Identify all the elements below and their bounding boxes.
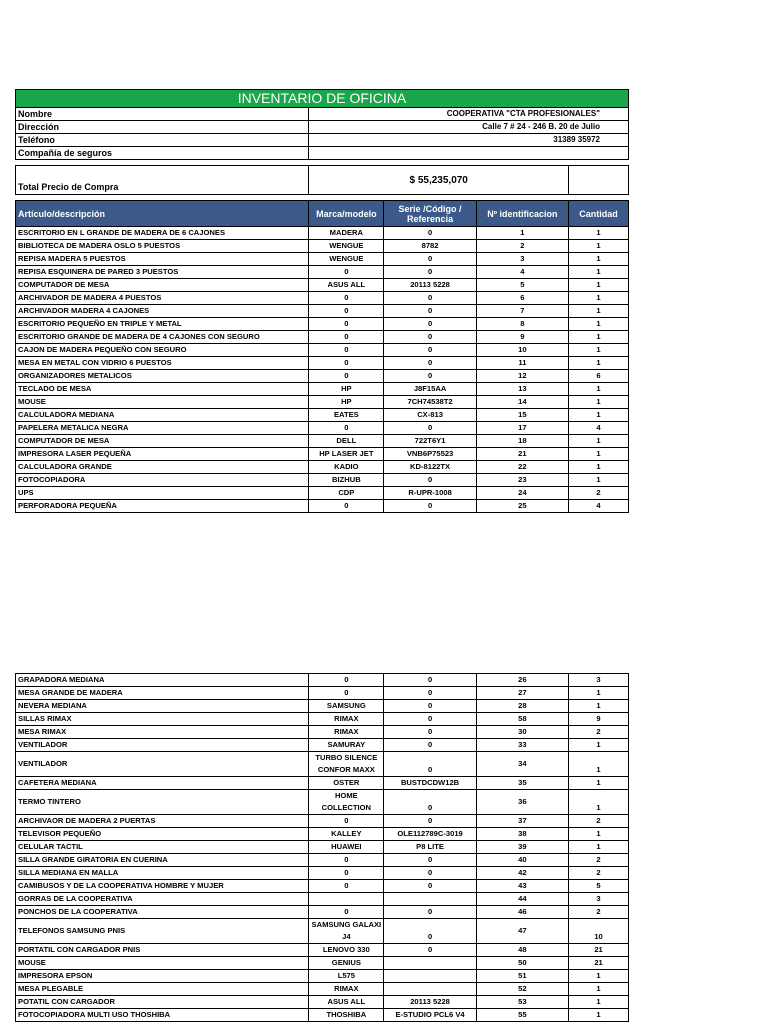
cell-cantidad: 1 [569, 253, 629, 266]
cell-serie: 0 [384, 305, 476, 318]
cell-identificacion: 24 [476, 487, 568, 500]
cell-marca: ASUS ALL [309, 279, 384, 292]
direccion-value: Calle 7 # 24 - 246 B. 20 de Julio [309, 121, 629, 134]
cell-serie: 0 [384, 474, 476, 487]
cell-serie: 0 [384, 357, 476, 370]
cell-marca: HOME COLLECTION [309, 790, 384, 815]
cell-identificacion: 11 [476, 357, 568, 370]
cell-identificacion: 22 [476, 461, 568, 474]
cell-articulo: TERMO TINTERO [16, 790, 309, 815]
cell-marca: KALLEY [309, 828, 384, 841]
cell-articulo: ESCRITORIO PEQUEÑO EN TRIPLE Y METAL [16, 318, 309, 331]
cell-marca: 0 [309, 331, 384, 344]
cell-serie: 7CH74538T2 [384, 396, 476, 409]
table-row [16, 957, 629, 970]
cell-serie: 0 [384, 854, 476, 867]
cell-serie: P8 LITE [384, 841, 476, 854]
column-header-identificacion: Nº identificacion [476, 201, 568, 227]
cell-serie: 0 [384, 500, 476, 513]
cell-marca: 0 [309, 292, 384, 305]
cell-articulo: ORGANIZADORES METALICOS [16, 370, 309, 383]
cell-marca: MADERA [309, 227, 384, 240]
cell-articulo: POTATIL CON CARGADOR [16, 996, 309, 1009]
cell-serie: 20113 5228 [384, 996, 476, 1009]
cell-marca: 0 [309, 500, 384, 513]
cell-articulo: TECLADO DE MESA [16, 383, 309, 396]
cell-articulo: MESA PLEGABLE [16, 983, 309, 996]
direccion-label: Dirección [16, 121, 309, 134]
inventory-table-top [15, 89, 629, 513]
cell-articulo: SILLA GRANDE GIRATORIA EN CUERINA [16, 854, 309, 867]
cell-identificacion: 33 [476, 739, 568, 752]
cell-identificacion: 12 [476, 370, 568, 383]
table-row [16, 305, 629, 318]
cell-cantidad: 1 [569, 700, 629, 713]
cell-identificacion: 37 [476, 815, 568, 828]
cell-serie: VNB6P75523 [384, 448, 476, 461]
cell-identificacion: 46 [476, 906, 568, 919]
cell-articulo: CAFETERA MEDIANA [16, 777, 309, 790]
cell-identificacion: 6 [476, 292, 568, 305]
cell-serie: 0 [384, 867, 476, 880]
cell-marca: SAMURAY [309, 739, 384, 752]
table-row [16, 790, 629, 815]
cell-identificacion: 50 [476, 957, 568, 970]
cell-identificacion: 30 [476, 726, 568, 739]
cell-serie: E-STUDIO PCL6 V4 [384, 1009, 476, 1022]
cell-cantidad: 1 [569, 996, 629, 1009]
cell-articulo: GORRAS DE LA COOPERATIVA [16, 893, 309, 906]
cell-cantidad: 1 [569, 357, 629, 370]
cell-marca: HUAWEI [309, 841, 384, 854]
cell-identificacion: 44 [476, 893, 568, 906]
cell-identificacion: 35 [476, 777, 568, 790]
table-row [16, 713, 629, 726]
table-row [16, 815, 629, 828]
cell-serie: 0 [384, 331, 476, 344]
cell-identificacion: 47 [476, 919, 568, 944]
cell-identificacion: 9 [476, 331, 568, 344]
column-header-articulo: Artículo/descripción [16, 201, 309, 227]
cell-cantidad: 1 [569, 292, 629, 305]
cell-articulo: GRAPADORA MEDIANA [16, 674, 309, 687]
cell-articulo: CAMIBUSOS Y DE LA COOPERATIVA HOMBRE Y MUJER [16, 880, 309, 893]
cell-articulo: MOUSE [16, 396, 309, 409]
cell-marca: 0 [309, 422, 384, 435]
cell-serie [384, 957, 476, 970]
inventory-table-bottom [15, 673, 629, 1022]
cell-cantidad: 1 [569, 331, 629, 344]
cell-serie: 0 [384, 944, 476, 957]
table-row [16, 919, 629, 944]
cell-marca: L575 [309, 970, 384, 983]
cell-serie: 0 [384, 739, 476, 752]
cell-articulo: IMPRESORA LASER PEQUEÑA [16, 448, 309, 461]
cell-cantidad: 1 [569, 448, 629, 461]
cell-identificacion: 26 [476, 674, 568, 687]
cell-identificacion: 58 [476, 713, 568, 726]
cell-identificacion: 5 [476, 279, 568, 292]
cell-serie: 0 [384, 227, 476, 240]
cell-cantidad: 1 [569, 266, 629, 279]
cell-marca: OSTER [309, 777, 384, 790]
cell-serie [384, 983, 476, 996]
cell-articulo: ESCRITORIO EN L GRANDE DE MADERA DE 6 CAJONES [16, 227, 309, 240]
cell-identificacion: 53 [476, 996, 568, 1009]
cell-cantidad: 4 [569, 422, 629, 435]
cell-cantidad: 1 [569, 318, 629, 331]
cell-articulo: CAJON DE MADERA PEQUEÑO CON SEGURO [16, 344, 309, 357]
cell-articulo: CALCULADORA GRANDE [16, 461, 309, 474]
cell-articulo: COMPUTADOR DE MESA [16, 279, 309, 292]
cell-articulo: COMPUTADOR DE MESA [16, 435, 309, 448]
cell-articulo: FOTOCOPIADORA [16, 474, 309, 487]
cell-cantidad: 1 [569, 790, 629, 815]
cell-identificacion: 36 [476, 790, 568, 815]
cell-marca: EATES [309, 409, 384, 422]
cell-serie: 0 [384, 815, 476, 828]
cell-cantidad: 1 [569, 344, 629, 357]
cell-identificacion: 10 [476, 344, 568, 357]
cell-serie: OLE112789C-3019 [384, 828, 476, 841]
cell-serie: 20113 5228 [384, 279, 476, 292]
cell-cantidad: 1 [569, 739, 629, 752]
cell-identificacion: 40 [476, 854, 568, 867]
table-row [16, 409, 629, 422]
cell-identificacion: 15 [476, 409, 568, 422]
cell-identificacion: 34 [476, 752, 568, 777]
cell-marca: 0 [309, 305, 384, 318]
cell-articulo: REPISA ESQUINERA DE PARED 3 PUESTOS [16, 266, 309, 279]
column-header-cantidad: Cantidad [569, 201, 629, 227]
cell-cantidad: 1 [569, 227, 629, 240]
table-row [16, 500, 629, 513]
cell-cantidad: 5 [569, 880, 629, 893]
cell-identificacion: 13 [476, 383, 568, 396]
table-row [16, 841, 629, 854]
cell-marca: RIMAX [309, 726, 384, 739]
table-row [16, 700, 629, 713]
seguros-value [309, 147, 629, 160]
table-row [16, 331, 629, 344]
cell-marca: TURBO SILENCE CONFOR MAXX [309, 752, 384, 777]
cell-serie: 0 [384, 253, 476, 266]
table-row [16, 983, 629, 996]
cell-cantidad: 3 [569, 893, 629, 906]
cell-marca: THOSHIBA [309, 1009, 384, 1022]
table-row [16, 687, 629, 700]
cell-identificacion: 17 [476, 422, 568, 435]
table-row [16, 461, 629, 474]
cell-serie: 0 [384, 880, 476, 893]
cell-cantidad: 1 [569, 474, 629, 487]
cell-serie: 0 [384, 752, 476, 777]
cell-cantidad: 21 [569, 944, 629, 957]
cell-cantidad: 21 [569, 957, 629, 970]
telefono-label: Teléfono [16, 134, 309, 147]
table-row [16, 867, 629, 880]
cell-cantidad: 1 [569, 409, 629, 422]
total-value: $ 55,235,070 [309, 166, 569, 195]
table-row [16, 292, 629, 305]
cell-identificacion: 2 [476, 240, 568, 253]
table-row [16, 996, 629, 1009]
cell-marca: CDP [309, 487, 384, 500]
cell-marca: HP [309, 383, 384, 396]
cell-articulo: CELULAR TACTIL [16, 841, 309, 854]
table-row [16, 370, 629, 383]
cell-marca: BIZHUB [309, 474, 384, 487]
cell-articulo: MOUSE [16, 957, 309, 970]
cell-marca: 0 [309, 357, 384, 370]
cell-serie: 0 [384, 726, 476, 739]
cell-marca: 0 [309, 815, 384, 828]
table-row [16, 279, 629, 292]
cell-marca: DELL [309, 435, 384, 448]
cell-marca: GENIUS [309, 957, 384, 970]
cell-identificacion: 52 [476, 983, 568, 996]
cell-cantidad: 1 [569, 687, 629, 700]
table-row [16, 435, 629, 448]
cell-serie: 0 [384, 790, 476, 815]
table-row [16, 487, 629, 500]
cell-identificacion: 4 [476, 266, 568, 279]
cell-articulo: REPISA MADERA 5 PUESTOS [16, 253, 309, 266]
cell-marca: 0 [309, 906, 384, 919]
cell-cantidad: 1 [569, 777, 629, 790]
table-row [16, 448, 629, 461]
cell-articulo: BIBLIOTECA DE MADERA OSLO 5 PUESTOS [16, 240, 309, 253]
cell-serie: 8782 [384, 240, 476, 253]
page-title: INVENTARIO DE OFICINA [16, 90, 629, 108]
cell-cantidad: 1 [569, 828, 629, 841]
cell-identificacion: 18 [476, 435, 568, 448]
nombre-value: COOPERATIVA "CTA PROFESIONALES" [309, 108, 629, 121]
cell-articulo: ARCHIVADOR MADERA 4 CAJONES [16, 305, 309, 318]
cell-serie [384, 970, 476, 983]
cell-serie: 0 [384, 687, 476, 700]
table-row [16, 893, 629, 906]
cell-articulo: MESA EN METAL CON VIDRIO 6 PUESTOS [16, 357, 309, 370]
cell-marca: SAMSUNG GALAXI J4 [309, 919, 384, 944]
cell-marca: WENGUE [309, 240, 384, 253]
table-row [16, 357, 629, 370]
cell-articulo: IMPRESORA EPSON [16, 970, 309, 983]
cell-identificacion: 3 [476, 253, 568, 266]
cell-marca: 0 [309, 266, 384, 279]
cell-cantidad: 1 [569, 461, 629, 474]
table-row [16, 739, 629, 752]
table-row [16, 240, 629, 253]
cell-articulo: MESA GRANDE DE MADERA [16, 687, 309, 700]
cell-marca: WENGUE [309, 253, 384, 266]
cell-identificacion: 8 [476, 318, 568, 331]
cell-cantidad: 1 [569, 383, 629, 396]
cell-articulo: ARCHIVADOR DE MADERA 4 PUESTOS [16, 292, 309, 305]
cell-cantidad: 1 [569, 1009, 629, 1022]
cell-serie: 0 [384, 674, 476, 687]
cell-cantidad: 2 [569, 726, 629, 739]
cell-serie [384, 893, 476, 906]
cell-identificacion: 48 [476, 944, 568, 957]
cell-cantidad: 2 [569, 906, 629, 919]
cell-articulo: FOTOCOPIADORA MULTI USO THOSHIBA [16, 1009, 309, 1022]
cell-identificacion: 51 [476, 970, 568, 983]
table-row [16, 970, 629, 983]
cell-serie: KD-8122TX [384, 461, 476, 474]
table-row [16, 474, 629, 487]
column-header-marca: Marca/modelo [309, 201, 384, 227]
cell-identificacion: 39 [476, 841, 568, 854]
table-row [16, 227, 629, 240]
cell-cantidad: 2 [569, 815, 629, 828]
cell-marca: 0 [309, 344, 384, 357]
table-row [16, 674, 629, 687]
inventory-rows-1 [16, 227, 629, 513]
cell-articulo: TELEVISOR PEQUEÑO [16, 828, 309, 841]
table-row [16, 906, 629, 919]
cell-cantidad: 1 [569, 240, 629, 253]
cell-articulo: PAPELERA METALICA NEGRA [16, 422, 309, 435]
table-row [16, 726, 629, 739]
seguros-label: Compañía de seguros [16, 147, 309, 160]
cell-cantidad: 9 [569, 713, 629, 726]
cell-marca: 0 [309, 318, 384, 331]
cell-serie: J8F15AA [384, 383, 476, 396]
cell-serie: R-UPR-1008 [384, 487, 476, 500]
cell-cantidad: 2 [569, 867, 629, 880]
cell-cantidad: 1 [569, 841, 629, 854]
table-row [16, 422, 629, 435]
table-row [16, 880, 629, 893]
cell-articulo: UPS [16, 487, 309, 500]
cell-serie: 0 [384, 344, 476, 357]
cell-marca: RIMAX [309, 983, 384, 996]
table-row [16, 777, 629, 790]
cell-marca: KADIO [309, 461, 384, 474]
cell-cantidad: 1 [569, 305, 629, 318]
cell-cantidad: 1 [569, 983, 629, 996]
table-row [16, 266, 629, 279]
cell-cantidad: 1 [569, 970, 629, 983]
cell-serie: 0 [384, 700, 476, 713]
cell-identificacion: 23 [476, 474, 568, 487]
cell-marca: 0 [309, 867, 384, 880]
cell-identificacion: 27 [476, 687, 568, 700]
cell-cantidad: 10 [569, 919, 629, 944]
cell-articulo: SILLA MEDIANA EN MALLA [16, 867, 309, 880]
cell-cantidad: 6 [569, 370, 629, 383]
cell-articulo: ARCHIVAOR DE MADERA 2 PUERTAS [16, 815, 309, 828]
cell-serie: 0 [384, 422, 476, 435]
total-label: Total Precio de Compra [16, 166, 309, 195]
cell-articulo: NEVERA MEDIANA [16, 700, 309, 713]
cell-serie: 0 [384, 906, 476, 919]
cell-marca: RIMAX [309, 713, 384, 726]
cell-articulo: MESA RIMAX [16, 726, 309, 739]
cell-identificacion: 28 [476, 700, 568, 713]
cell-marca: LENOVO 330 [309, 944, 384, 957]
cell-identificacion: 7 [476, 305, 568, 318]
table-row [16, 396, 629, 409]
cell-identificacion: 14 [476, 396, 568, 409]
cell-marca: 0 [309, 854, 384, 867]
cell-marca: 0 [309, 370, 384, 383]
cell-serie: CX-813 [384, 409, 476, 422]
cell-marca [309, 893, 384, 906]
total-empty-cell [569, 166, 629, 195]
table-row [16, 752, 629, 777]
cell-articulo: VENTILADOR [16, 739, 309, 752]
cell-articulo: PONCHOS DE LA COOPERATIVA [16, 906, 309, 919]
cell-marca: 0 [309, 687, 384, 700]
cell-articulo: PORTATIL CON CARGADOR PNIS [16, 944, 309, 957]
cell-serie: 0 [384, 292, 476, 305]
cell-serie: 0 [384, 266, 476, 279]
cell-marca: SAMSUNG [309, 700, 384, 713]
telefono-value: 31389 35972 [309, 134, 629, 147]
cell-identificacion: 55 [476, 1009, 568, 1022]
cell-serie: 722T6Y1 [384, 435, 476, 448]
cell-cantidad: 4 [569, 500, 629, 513]
table-row [16, 344, 629, 357]
column-header-serie: Serie /Código / Referencia [384, 201, 476, 227]
cell-identificacion: 42 [476, 867, 568, 880]
cell-serie: 0 [384, 713, 476, 726]
table-row [16, 854, 629, 867]
cell-cantidad: 1 [569, 396, 629, 409]
cell-cantidad: 1 [569, 435, 629, 448]
table-row [16, 828, 629, 841]
cell-serie: BUSTDCDW12B [384, 777, 476, 790]
cell-cantidad: 2 [569, 487, 629, 500]
cell-cantidad: 1 [569, 279, 629, 292]
cell-marca: HP [309, 396, 384, 409]
table-row [16, 1009, 629, 1022]
cell-cantidad: 3 [569, 674, 629, 687]
table-row [16, 383, 629, 396]
cell-cantidad: 1 [569, 752, 629, 777]
cell-cantidad: 2 [569, 854, 629, 867]
cell-articulo: CALCULADORA MEDIANA [16, 409, 309, 422]
table-row [16, 944, 629, 957]
cell-articulo: VENTILADOR [16, 752, 309, 777]
inventory-rows-2 [16, 674, 629, 1022]
cell-identificacion: 43 [476, 880, 568, 893]
nombre-label: Nombre [16, 108, 309, 121]
cell-marca: 0 [309, 880, 384, 893]
cell-identificacion: 25 [476, 500, 568, 513]
cell-articulo: PERFORADORA PEQUEÑA [16, 500, 309, 513]
cell-articulo: SILLAS RIMAX [16, 713, 309, 726]
cell-serie: 0 [384, 318, 476, 331]
table-row [16, 318, 629, 331]
cell-articulo: ESCRITORIO GRANDE DE MADERA DE 4 CAJONES CON SEGURO [16, 331, 309, 344]
inventory-header [16, 90, 629, 227]
cell-serie: 0 [384, 370, 476, 383]
cell-identificacion: 21 [476, 448, 568, 461]
table-row [16, 253, 629, 266]
cell-identificacion: 38 [476, 828, 568, 841]
cell-identificacion: 1 [476, 227, 568, 240]
cell-marca: 0 [309, 674, 384, 687]
cell-serie: 0 [384, 919, 476, 944]
cell-articulo: TELEFONOS SAMSUNG PNIS [16, 919, 309, 944]
cell-marca: HP LASER JET [309, 448, 384, 461]
cell-marca: ASUS ALL [309, 996, 384, 1009]
